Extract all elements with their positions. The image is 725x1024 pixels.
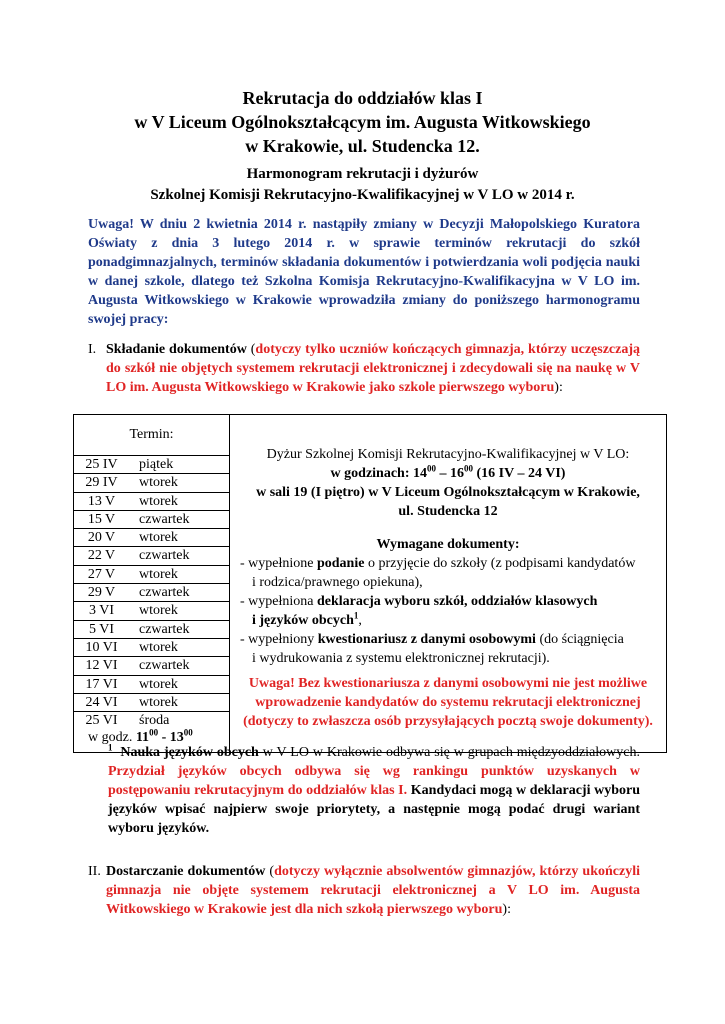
date-row [74, 656, 229, 674]
term-header: Termin: [129, 427, 174, 442]
date: 29 V [87, 585, 116, 601]
title-line-2: w V Liceum Ogólnokształcącym im. Augusta Witkowskiego [134, 112, 591, 132]
date-row [74, 675, 229, 693]
date-row [74, 620, 229, 638]
section-2-number: II. [88, 864, 101, 879]
document-title [60, 86, 665, 158]
change-notice: Uwaga! W dniu 2 kwietnia 2014 r. nastąpiły zmiany w Decyzji Małopolskiego Kuratora Oświaty z dnia 3 lutego 2014 r. w sprawie terminów rekrutacji do szkół ponadgimnazjalnych, terminów składania dokumentów i potwierdzania woli podjęcia nauki w danej szkole, dlatego też Szkolna Komisja Rekrutacyjno-Kwalifikacyjna w V LO im. Augusta Witkowskiego w Krakowie wprowadziła zmiany do poniższego harmonogramu swojej pracy: [88, 217, 640, 327]
date-row [74, 546, 229, 564]
section-2-body: Dostarczanie dokumentów (dotyczy wyłącznie absolwentów gimnazjów, którzy ukończyli gimnazja nie objęte systemem rekrutacji elektronicznej a V LO im. Augusta Witkowskiego w Krakowie jest dla nich szkołą pierwszego wyboru): [106, 864, 640, 917]
subtitle-line-1: Harmonogram rekrutacji i dyżurów [246, 166, 479, 182]
section-1-number: I. [88, 342, 97, 357]
weekday: wtorek [139, 694, 178, 710]
footnote-marker: 1 [108, 742, 113, 753]
section-2 [88, 862, 640, 919]
date-row [74, 473, 229, 491]
date-row [74, 528, 229, 546]
section-1-body: Składanie dokumentów (dotyczy tylko uczniów kończących gimnazja, którzy uczęszczają do szkół nie objętych systemem rekrutacji elektronicznej i zdecydowali się na naukę w V LO im. Augusta Witkowskiego w Krakowie jako szkole pierwszego wyboru): [106, 342, 640, 395]
weekday: wtorek [139, 676, 178, 692]
date-row [74, 693, 229, 711]
date-row [74, 565, 229, 583]
date: 20 V [87, 530, 116, 546]
date-row [74, 601, 229, 619]
weekday: wtorek [139, 603, 178, 619]
required-documents: Wymagane dokumenty: - wypełnione podanie o przyjęcie do szkoły (z podpisami kandydatów i rodzica/prawnego opiekuna), - wypełniona deklaracja wyboru szkół, oddziałów klasowych i języków obcych$^1$, - wypełniony kwestionariusz z danymi osobowymi (do ściągnięcia i wydrukowania z systemu elektronicznej rekrutacji). [240, 535, 656, 668]
last-date-hours: w godz. $11^{00} - 13^{00}$ [88, 727, 193, 746]
date: 13 V [87, 493, 116, 509]
title-line-3: w Krakowie, ul. Studencka 12. [245, 136, 480, 156]
date: 12 VI [85, 658, 118, 674]
date: 3 VI [88, 603, 115, 619]
weekday: wtorek [139, 493, 178, 509]
required-documents-header: Wymagane dokumenty: [376, 537, 520, 552]
weekday: wtorek [139, 566, 178, 582]
duty-line: Dyżur Szkolnej Komisji Rekrutacyjno-Kwalifikacyjnej w V LO: [266, 447, 630, 462]
date: 10 VI [85, 639, 118, 655]
weekday: czwartek [139, 548, 190, 564]
weekday: czwartek [139, 658, 190, 674]
date-row [74, 638, 229, 656]
section-1-lead: Składanie dokumentów [106, 342, 247, 357]
duty-room-line-2: ul. Studencka 12 [398, 504, 498, 519]
section-2-lead: Dostarczanie dokumentów [106, 864, 266, 879]
weekday: wtorek [139, 530, 178, 546]
weekday: piątek [139, 457, 174, 472]
date: 22 V [87, 548, 116, 564]
section-2-scope: dotyczy wyłącznie absolwentów gimnazjów, którzy ukończyli gimnazja nie objęte systemem rekrutacji elektronicznej a V LO im. Augusta Witkowskiego w Krakowie jest dla nich szkołą pierwszego wyboru [106, 864, 640, 917]
footnote-allocation: Przydział języków obcych odbywa się wg rankingu punktów uzyskanych w postępowaniu rekrutacyjnym do oddziałów klas I. [108, 764, 640, 798]
weekday: wtorek [139, 639, 178, 655]
duty-info-cell [230, 415, 667, 753]
date: 15 V [87, 511, 116, 527]
doc-item-2: - wypełniona deklaracja wyboru szkół, oddziałów klasowych [240, 594, 598, 609]
schedule-table [73, 414, 667, 753]
weekday: wtorek [139, 475, 178, 491]
weekday: środa [139, 713, 170, 729]
title-line-1: Rekrutacja do oddziałów klas I [242, 88, 483, 108]
date-row [74, 510, 229, 528]
date-row [74, 455, 229, 473]
doc-item-1: - wypełnione podanie o przyjęcie do szkoły (z podpisami kandydatów [240, 556, 636, 571]
section-1 [88, 340, 640, 397]
footnote: $^1$ Nauka języków obcych w V LO w Krakowie odbywa się w grupach międzyoddziałowych. Przydział języków obcych odbywa się wg rankingu punktów uzyskanych w postępowaniu rekrutacyjnym do oddziałów klas I. Kandydaci mogą w deklaracji wyboru języków wpisać najpierw swoje priorytety, a następnie mogą podać drugi wariant wyboru języków. [108, 742, 640, 836]
questionnaire-warning: Uwaga! Bez kwestionariusza z danymi osobowymi nie jest możliwe wprowadzenie kandydatów do systemu rekrutacji elektronicznej (dotyczy to zwłaszcza osób przysyłających pocztą swoje dokumenty). [243, 676, 653, 729]
document-subtitle [60, 164, 665, 206]
weekday: czwartek [139, 511, 190, 527]
date-row [74, 492, 229, 510]
date-list [74, 455, 229, 711]
date: 25 IV [85, 457, 118, 472]
date-row [74, 583, 229, 601]
subtitle-line-2: Szkolnej Komisji Rekrutacyjno-Kwalifikacyjnej w V LO w 2014 r. [150, 187, 575, 203]
footnote-lead: Nauka języków obcych [120, 745, 259, 760]
date: 25 VI [85, 713, 118, 729]
date: 24 VI [85, 694, 118, 710]
date: 5 VI [88, 621, 115, 637]
weekday: czwartek [139, 621, 190, 637]
section-1-scope: dotyczy tylko uczniów kończących gimnazja, którzy uczęszczają do szkół nie objętych systemem rekrutacji elektronicznej i zdecydowali się na naukę w V LO im. Augusta Witkowskiego w Krakowie jako szkole pierwszego wyboru [106, 342, 640, 395]
schedule-dates-column [74, 415, 230, 753]
date: 17 VI [85, 676, 118, 692]
duty-hours: w godzinach: $14^{00} - 16^{00}$ (16 IV – 24 VI) [330, 463, 566, 481]
date: 29 IV [85, 475, 118, 491]
date: 27 V [87, 566, 116, 582]
doc-item-3: - wypełniony kwestionariusz z danymi osobowymi (do ściągnięcia [240, 632, 624, 647]
duty-room-line-1: w sali 19 (I piętro) w V Liceum Ogólnokształcącym w Krakowie, [256, 485, 640, 500]
weekday: czwartek [139, 585, 190, 601]
